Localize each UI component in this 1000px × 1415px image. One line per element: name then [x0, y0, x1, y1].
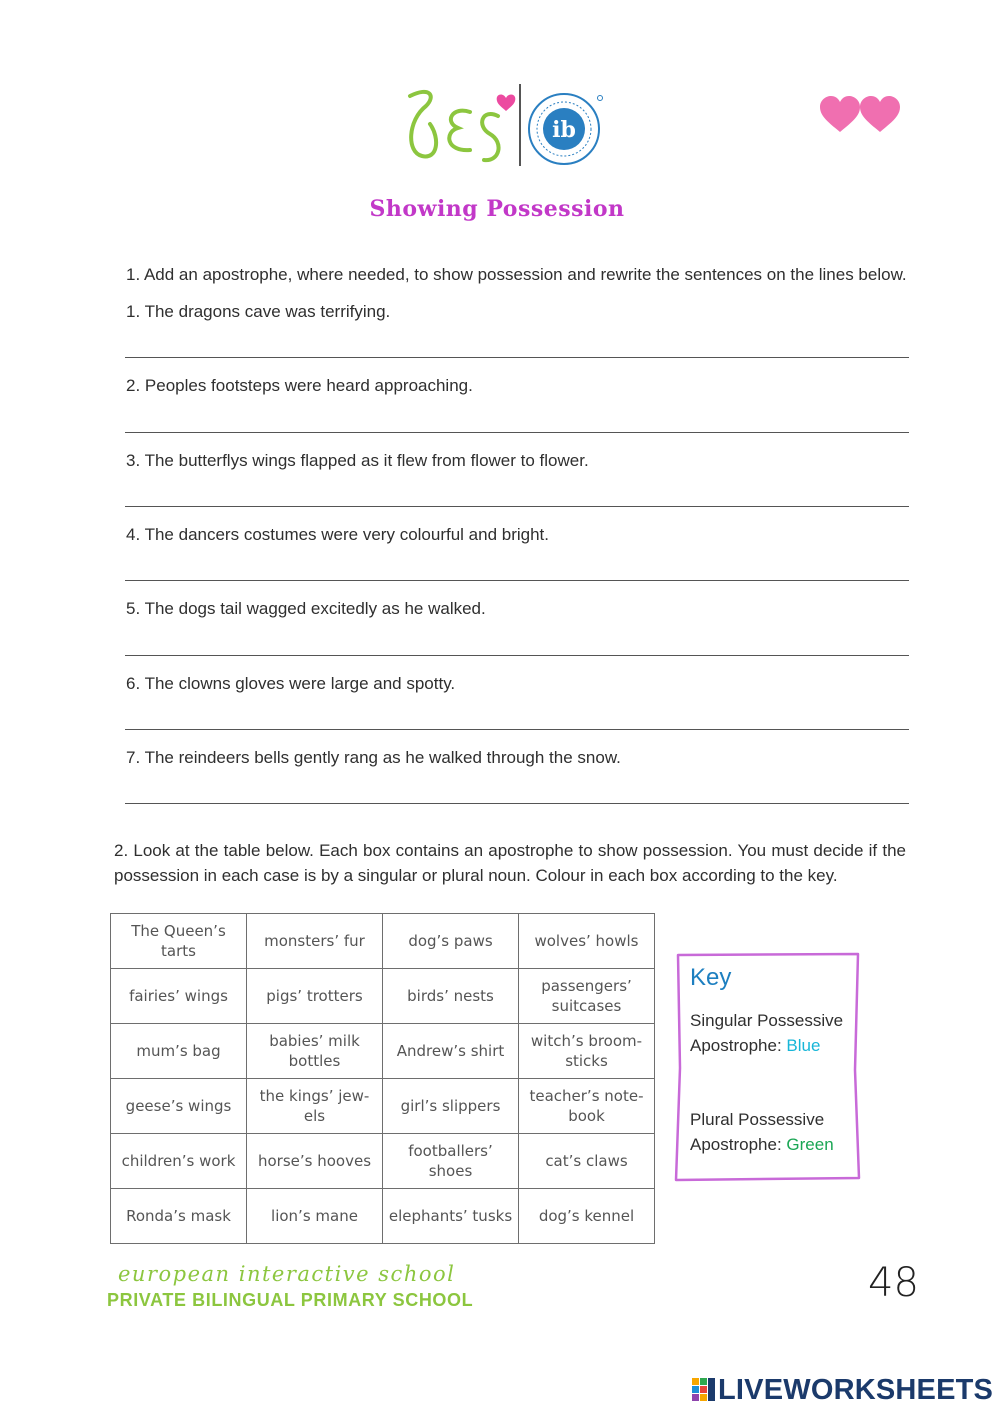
answer-line-7[interactable]	[125, 803, 909, 804]
key-green-color: Green	[786, 1135, 834, 1154]
table-row	[111, 1134, 655, 1189]
table-cell[interactable]: horse’s hooves	[247, 1134, 383, 1189]
table-cell[interactable]: elephants’ tusks	[383, 1189, 519, 1244]
sentence-1: 1. The dragons cave was terrifying.	[126, 302, 391, 321]
answer-line-6[interactable]	[125, 729, 909, 730]
table-cell[interactable]: fairies’ wings	[111, 969, 247, 1024]
sentence-4: 4. The dancers costumes were very colourful and bright.	[126, 525, 550, 544]
key-plural-apostrophe	[690, 1132, 834, 1157]
school-name: PRIVATE BILINGUAL PRIMARY SCHOOL	[107, 1290, 474, 1310]
sentence-6: 6. The clowns gloves were large and spotty.	[126, 674, 456, 693]
sentence-2: 2. Peoples footsteps were heard approaching.	[126, 376, 473, 395]
key-blue-color: Blue	[786, 1036, 821, 1055]
answer-line-1[interactable]	[125, 357, 909, 358]
hearts-icon	[818, 96, 904, 136]
page-number: 48	[868, 1260, 919, 1306]
table-cell[interactable]: The Queen’s tarts	[111, 914, 247, 969]
table-cell[interactable]: passengers’ suitcases	[519, 969, 655, 1024]
table-cell[interactable]: pigs’ trotters	[247, 969, 383, 1024]
answer-line-4[interactable]	[125, 580, 909, 581]
table-cell[interactable]: Andrew’s shirt	[383, 1024, 519, 1079]
liveworksheets-brand[interactable]: LIVEWORKSHEETS	[718, 1374, 994, 1406]
key-plural-label: Plural Possessive	[690, 1110, 825, 1129]
key-singular-apostrophe-label: Apostrophe:	[690, 1036, 782, 1055]
possession-table	[110, 913, 655, 1244]
table-cell[interactable]: wolves’ howls	[519, 914, 655, 969]
sentence-5: 5. The dogs tail wagged excitedly as he walked.	[126, 599, 486, 618]
svg-text:ib: ib	[552, 117, 576, 143]
table-row	[111, 1189, 655, 1244]
table-row	[111, 969, 655, 1024]
table-row	[111, 1024, 655, 1079]
table-cell[interactable]: teacher’s note-book	[519, 1079, 655, 1134]
table-cell[interactable]: babies’ milk bottles	[247, 1024, 383, 1079]
table-cell[interactable]: mum’s bag	[111, 1024, 247, 1079]
table-cell[interactable]: the kings’ jew-els	[247, 1079, 383, 1134]
school-script-logo: european interactive school	[118, 1262, 456, 1286]
answer-line-3[interactable]	[125, 506, 909, 507]
sentence-7: 7. The reindeers bells gently rang as he walked through the snow.	[126, 748, 621, 767]
ib-logo	[526, 90, 604, 168]
logo-divider	[519, 84, 521, 166]
ses-logo	[400, 82, 530, 174]
table-cell[interactable]: birds’ nests	[383, 969, 519, 1024]
table-cell[interactable]: monsters’ fur	[247, 914, 383, 969]
table-cell[interactable]: Ronda’s mask	[111, 1189, 247, 1244]
table-row	[111, 1079, 655, 1134]
liveworksheets-icon	[692, 1378, 716, 1402]
key-singular-apostrophe	[690, 1033, 820, 1058]
page-title: Showing Possession	[369, 196, 625, 222]
table-cell[interactable]: dog’s kennel	[519, 1189, 655, 1244]
sentence-3: 3. The butterflys wings flapped as it flew from flower to flower.	[126, 451, 589, 470]
exercise-2-instruction: 2. Look at the table below. Each box contains an apostrophe to show possession. You must decide if the possession in each case is by a singular or plural noun. Colour in each box according to the key.	[114, 841, 906, 885]
exercise-1-instruction: 1. Add an apostrophe, where needed, to show possession and rewrite the sentences on the lines below.	[126, 265, 907, 284]
table-cell[interactable]: footballers’ shoes	[383, 1134, 519, 1189]
answer-line-2[interactable]	[125, 432, 909, 433]
answer-line-5[interactable]	[125, 655, 909, 656]
table-cell[interactable]: children’s work	[111, 1134, 247, 1189]
key-plural-apostrophe-label: Apostrophe:	[690, 1135, 782, 1154]
table-cell[interactable]: lion’s mane	[247, 1189, 383, 1244]
table-row	[111, 914, 655, 969]
table-cell[interactable]: girl’s slippers	[383, 1079, 519, 1134]
table-cell[interactable]: geese’s wings	[111, 1079, 247, 1134]
table-cell[interactable]: cat’s claws	[519, 1134, 655, 1189]
key-title: Key	[690, 964, 732, 991]
key-singular-label: Singular Possessive	[690, 1011, 844, 1030]
table-cell[interactable]: dog’s paws	[383, 914, 519, 969]
table-cell[interactable]: witch’s broom-sticks	[519, 1024, 655, 1079]
